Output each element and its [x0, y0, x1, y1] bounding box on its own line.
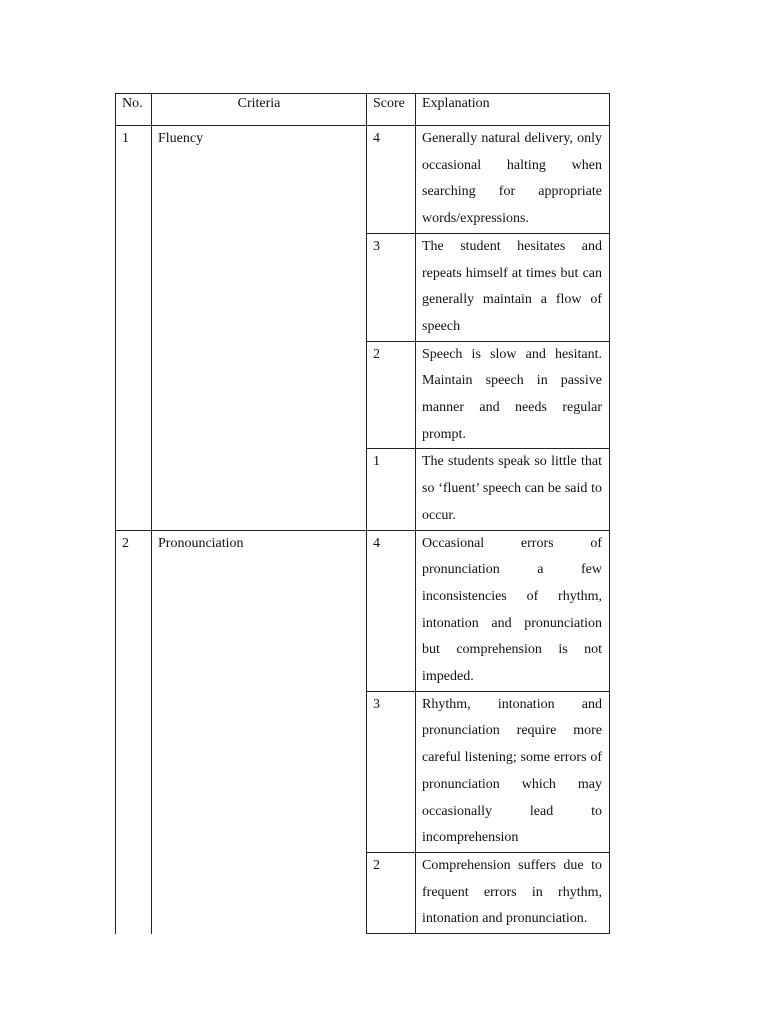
explanation-cell: Rhythm, intonation and pronunciation require more careful listening; some errors of pronunciation which may occasionally lead to incomprehension — [416, 691, 610, 852]
score-cell: 3 — [367, 691, 416, 852]
criteria-cell: Pronounciation — [152, 530, 367, 934]
explanation-cell: Speech is slow and hesitant. Maintain speech in passive manner and needs regular prompt. — [416, 341, 610, 449]
score-cell: 4 — [367, 126, 416, 234]
table-body — [116, 126, 610, 934]
header-explanation: Explanation — [416, 94, 610, 126]
row-number: 1 — [116, 126, 152, 531]
scoring-rubric-table — [115, 93, 610, 934]
header-no: No. — [116, 94, 152, 126]
header-score: Score — [367, 94, 416, 126]
explanation-cell: The student hesitates and repeats himself at times but can generally maintain a flow of speech — [416, 233, 610, 341]
score-cell: 1 — [367, 449, 416, 530]
score-cell: 2 — [367, 341, 416, 449]
table-header — [116, 94, 610, 126]
criteria-cell: Fluency — [152, 126, 367, 531]
header-row — [116, 94, 610, 126]
row-number: 2 — [116, 530, 152, 934]
score-cell: 2 — [367, 852, 416, 933]
explanation-cell: Comprehension suffers due to frequent errors in rhythm, intonation and pronunciation. — [416, 852, 610, 933]
explanation-cell: Occasional errors of pronunciation a few inconsistencies of rhythm, intonation and pronunciation but comprehension is not impeded. — [416, 530, 610, 691]
score-cell: 4 — [367, 530, 416, 691]
header-criteria: Criteria — [152, 94, 367, 126]
score-cell: 3 — [367, 233, 416, 341]
explanation-cell: The students speak so little that so ‘fluent’ speech can be said to occur. — [416, 449, 610, 530]
table-row — [116, 126, 610, 234]
explanation-cell: Generally natural delivery, only occasional halting when searching for appropriate words/expressions. — [416, 126, 610, 234]
table-row — [116, 530, 610, 691]
